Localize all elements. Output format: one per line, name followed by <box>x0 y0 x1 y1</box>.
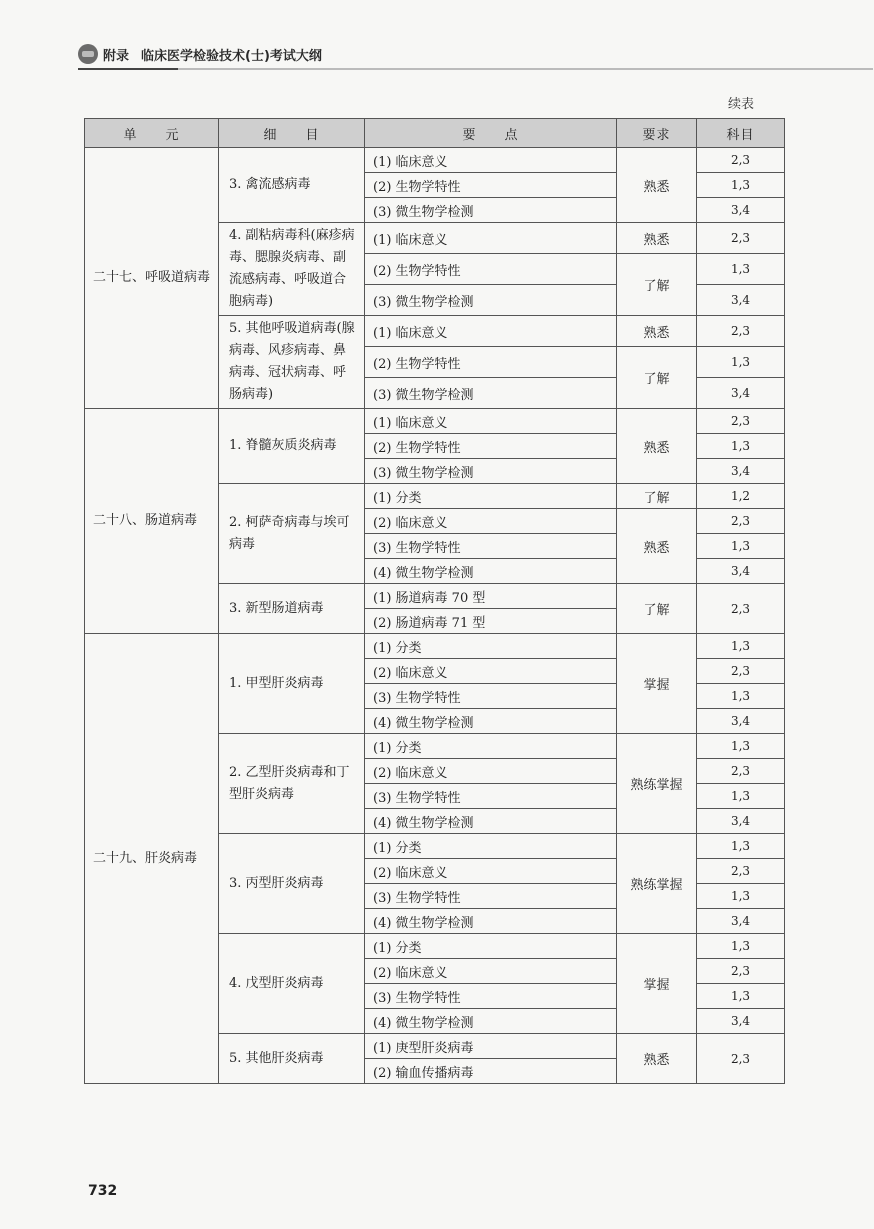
subject-cell: 2,3 <box>697 759 785 784</box>
chapter-badge-icon <box>78 44 98 64</box>
subject-cell: 1,3 <box>697 984 785 1009</box>
detail-cell: 4. 戊型肝炎病毒 <box>219 934 365 1034</box>
point-cell: (1) 临床意义 <box>365 223 617 254</box>
requirement-cell: 熟悉 <box>617 316 697 347</box>
point-cell: (2) 临床意义 <box>365 959 617 984</box>
col-header-detail: 细 目 <box>219 119 365 148</box>
detail-cell: 3. 禽流感病毒 <box>219 148 365 223</box>
point-cell: (4) 微生物学检测 <box>365 559 617 584</box>
requirement-cell: 熟悉 <box>617 223 697 254</box>
point-cell: (3) 生物学特性 <box>365 784 617 809</box>
detail-cell: 3. 新型肠道病毒 <box>219 584 365 634</box>
detail-cell: 2. 乙型肝炎病毒和丁型肝炎病毒 <box>219 734 365 834</box>
subject-cell: 3,4 <box>697 378 785 409</box>
running-header <box>78 42 322 66</box>
subject-cell: 2,3 <box>697 959 785 984</box>
subject-cell: 2,3 <box>697 584 785 634</box>
subject-cell: 1,3 <box>697 534 785 559</box>
subject-cell: 2,3 <box>697 659 785 684</box>
requirement-cell: 熟练掌握 <box>617 834 697 934</box>
subject-cell: 1,3 <box>697 884 785 909</box>
point-cell: (1) 临床意义 <box>365 316 617 347</box>
subject-cell: 1,3 <box>697 254 785 285</box>
point-cell: (1) 庚型肝炎病毒 <box>365 1034 617 1059</box>
subject-cell: 3,4 <box>697 809 785 834</box>
subject-cell: 2,3 <box>697 1034 785 1084</box>
detail-cell: 2. 柯萨奇病毒与埃可病毒 <box>219 484 365 584</box>
subject-cell: 3,4 <box>697 1009 785 1034</box>
subject-cell: 1,3 <box>697 347 785 378</box>
point-cell: (2) 生物学特性 <box>365 434 617 459</box>
subject-cell: 1,3 <box>697 934 785 959</box>
header-rule <box>78 68 873 70</box>
table-row <box>85 148 785 173</box>
point-cell: (3) 微生物学检测 <box>365 285 617 316</box>
subject-cell: 2,3 <box>697 316 785 347</box>
point-cell: (3) 生物学特性 <box>365 534 617 559</box>
col-header-subject: 科目 <box>697 119 785 148</box>
detail-cell: 1. 脊髓灰质炎病毒 <box>219 409 365 484</box>
requirement-cell: 了解 <box>617 347 697 409</box>
point-cell: (2) 临床意义 <box>365 659 617 684</box>
unit-cell: 二十九、肝炎病毒 <box>85 634 219 1084</box>
point-cell: (1) 分类 <box>365 834 617 859</box>
subject-cell: 1,3 <box>697 684 785 709</box>
syllabus-table <box>84 118 785 1084</box>
detail-cell: 3. 丙型肝炎病毒 <box>219 834 365 934</box>
subject-cell: 3,4 <box>697 198 785 223</box>
point-cell: (2) 临床意义 <box>365 509 617 534</box>
subject-cell: 2,3 <box>697 148 785 173</box>
subject-cell: 1,3 <box>697 434 785 459</box>
unit-cell: 二十八、肠道病毒 <box>85 409 219 634</box>
point-cell: (4) 微生物学检测 <box>365 1009 617 1034</box>
subject-cell: 1,3 <box>697 173 785 198</box>
point-cell: (4) 微生物学检测 <box>365 809 617 834</box>
requirement-cell: 熟练掌握 <box>617 734 697 834</box>
subject-cell: 1,3 <box>697 734 785 759</box>
table-row <box>85 409 785 434</box>
point-cell: (1) 临床意义 <box>365 409 617 434</box>
point-cell: (2) 输血传播病毒 <box>365 1059 617 1084</box>
point-cell: (1) 肠道病毒 70 型 <box>365 584 617 609</box>
point-cell: (1) 分类 <box>365 934 617 959</box>
subject-cell: 2,3 <box>697 859 785 884</box>
col-header-point: 要 点 <box>365 119 617 148</box>
requirement-cell: 了解 <box>617 484 697 509</box>
point-cell: (3) 微生物学检测 <box>365 378 617 409</box>
point-cell: (3) 微生物学检测 <box>365 198 617 223</box>
table-header-row <box>85 119 785 148</box>
requirement-cell: 熟悉 <box>617 1034 697 1084</box>
requirement-cell: 掌握 <box>617 634 697 734</box>
point-cell: (3) 微生物学检测 <box>365 459 617 484</box>
subject-cell: 2,3 <box>697 409 785 434</box>
point-cell: (2) 生物学特性 <box>365 173 617 198</box>
subject-cell: 1,2 <box>697 484 785 509</box>
subject-cell: 3,4 <box>697 909 785 934</box>
subject-cell: 3,4 <box>697 459 785 484</box>
subject-cell: 2,3 <box>697 509 785 534</box>
subject-cell: 2,3 <box>697 223 785 254</box>
requirement-cell: 熟悉 <box>617 509 697 584</box>
point-cell: (1) 分类 <box>365 734 617 759</box>
point-cell: (4) 微生物学检测 <box>365 909 617 934</box>
point-cell: (2) 生物学特性 <box>365 347 617 378</box>
point-cell: (2) 临床意义 <box>365 759 617 784</box>
requirement-cell: 掌握 <box>617 934 697 1034</box>
detail-cell: 5. 其他肝炎病毒 <box>219 1034 365 1084</box>
point-cell: (3) 生物学特性 <box>365 684 617 709</box>
detail-cell: 4. 副粘病毒科(麻疹病毒、腮腺炎病毒、副流感病毒、呼吸道合胞病毒) <box>219 223 365 316</box>
table-body <box>85 148 785 1084</box>
detail-cell: 1. 甲型肝炎病毒 <box>219 634 365 734</box>
subject-cell: 1,3 <box>697 784 785 809</box>
requirement-cell: 熟悉 <box>617 409 697 484</box>
header-section: 附录 <box>103 48 130 64</box>
requirement-cell: 了解 <box>617 584 697 634</box>
subject-cell: 1,3 <box>697 634 785 659</box>
point-cell: (1) 分类 <box>365 634 617 659</box>
point-cell: (4) 微生物学检测 <box>365 709 617 734</box>
point-cell: (2) 生物学特性 <box>365 254 617 285</box>
point-cell: (3) 生物学特性 <box>365 884 617 909</box>
col-header-requirement: 要求 <box>617 119 697 148</box>
subject-cell: 3,4 <box>697 709 785 734</box>
subject-cell: 1,3 <box>697 834 785 859</box>
point-cell: (1) 临床意义 <box>365 148 617 173</box>
table-row <box>85 634 785 659</box>
point-cell: (2) 肠道病毒 71 型 <box>365 609 617 634</box>
unit-cell: 二十七、呼吸道病毒 <box>85 148 219 409</box>
header-title: 临床医学检验技术(士)考试大纲 <box>141 48 322 64</box>
subject-cell: 3,4 <box>697 285 785 316</box>
page-number: 732 <box>88 1183 118 1199</box>
point-cell: (1) 分类 <box>365 484 617 509</box>
requirement-cell: 熟悉 <box>617 148 697 223</box>
subject-cell: 3,4 <box>697 559 785 584</box>
point-cell: (3) 生物学特性 <box>365 984 617 1009</box>
col-header-unit: 单 元 <box>85 119 219 148</box>
point-cell: (2) 临床意义 <box>365 859 617 884</box>
continuation-label: 续表 <box>728 97 755 112</box>
detail-cell: 5. 其他呼吸道病毒(腺病毒、风疹病毒、鼻病毒、冠状病毒、呼肠病毒) <box>219 316 365 409</box>
requirement-cell: 了解 <box>617 254 697 316</box>
